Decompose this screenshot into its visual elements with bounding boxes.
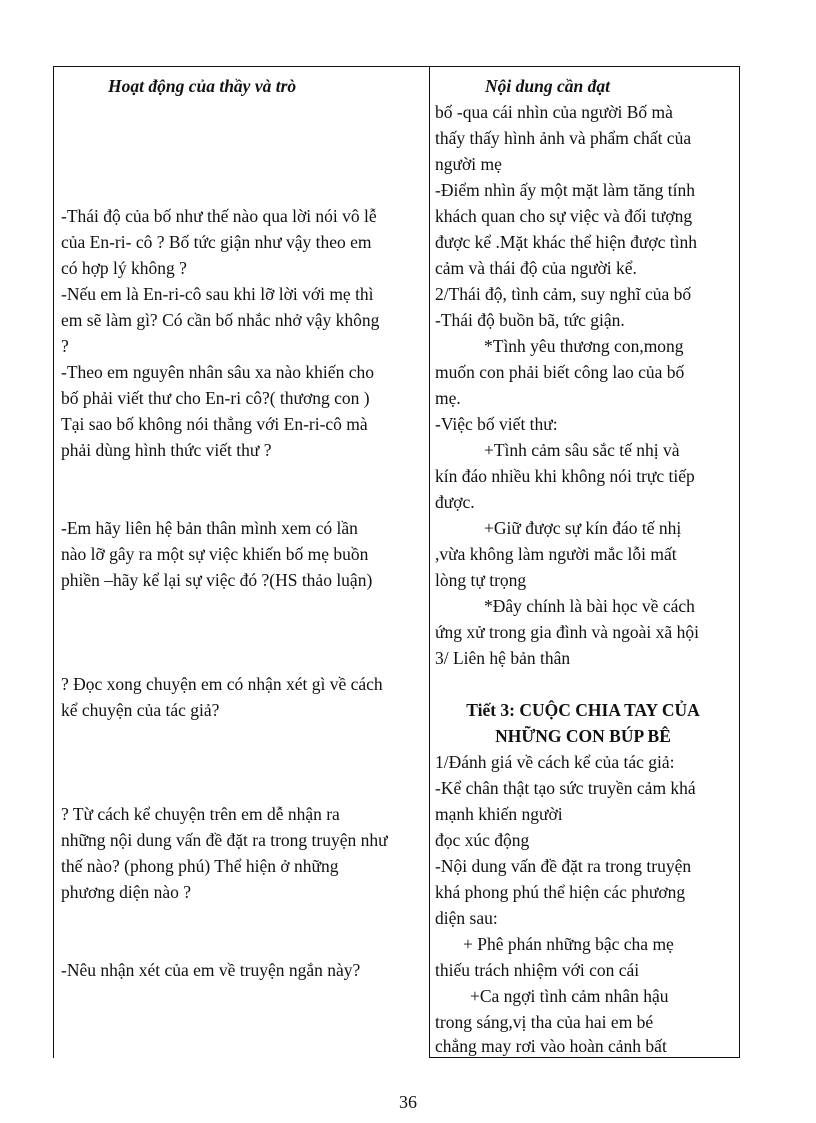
left-line: nào lỡ gây ra một sự việc khiến bố mẹ buồn xyxy=(61,544,369,564)
right-line: bố -qua cái nhìn của người Bố mà xyxy=(435,102,673,122)
section-title: NHỮNG CON BÚP BÊ xyxy=(495,726,671,746)
left-line: của En-ri- cô ? Bố tức giận như vậy theo em xyxy=(61,232,372,252)
right-line: 3/ Liên hệ bản thân xyxy=(435,648,571,668)
right-column-header: Nội dung cần đạt xyxy=(485,76,610,96)
table-right-border xyxy=(739,66,740,1058)
left-line: những nội dung vấn đề đặt ra trong truyện như xyxy=(61,830,388,850)
left-line: ? Đọc xong chuyện em có nhận xét gì về cách xyxy=(61,674,383,694)
left-line: phiền –hãy kể lại sự việc đó ?(HS thảo luận) xyxy=(61,570,373,590)
table-column-divider xyxy=(429,66,430,1058)
table-left-border xyxy=(53,66,54,1058)
right-line: +Ca ngợi tình cảm nhân hậu xyxy=(470,986,669,1006)
right-line: -Thái độ buồn bã, tức giận. xyxy=(435,310,625,330)
right-line: ,vừa không làm người mắc lỗi mất xyxy=(435,544,677,564)
right-line: +Giữ được sự kín đáo tế nhị xyxy=(484,518,682,538)
table-top-border xyxy=(53,66,740,67)
left-line: phương diện nào ? xyxy=(61,882,192,902)
left-line: kể chuyện của tác giả? xyxy=(61,700,220,720)
right-line: khách quan cho sự việc và đối tượng xyxy=(435,206,693,226)
left-line: -Theo em nguyên nhân sâu xa nào khiến cho xyxy=(61,362,374,382)
right-line: khá phong phú thể hiện các phương xyxy=(435,882,686,902)
left-line: Tại sao bố không nói thẳng với En-ri-cô mà xyxy=(61,414,368,434)
left-line: phải dùng hình thức viết thư ? xyxy=(61,440,272,460)
section-title: Tiết 3: CUỘC CHIA TAY CỦA xyxy=(466,700,700,720)
right-line: + Phê phán những bậc cha mẹ xyxy=(463,934,674,954)
right-line: lòng tự trọng xyxy=(435,570,527,590)
right-line: mạnh khiến người xyxy=(435,804,563,824)
right-line: muốn con phải biết công lao của bố xyxy=(435,362,685,382)
right-line: trong sáng,vị tha của hai em bé xyxy=(435,1012,654,1032)
left-line: thế nào? (phong phú) Thể hiện ở những xyxy=(61,856,339,876)
right-line: *Tình yêu thương con,mong xyxy=(484,336,684,356)
right-line: -Kể chân thật tạo sức truyền cảm khá xyxy=(435,778,696,798)
left-line: bố phải viết thư cho En-ri cô?( thương con ) xyxy=(61,388,370,408)
page-number: 36 xyxy=(399,1092,417,1112)
right-line: thiếu trách nhiệm với con cái xyxy=(435,960,640,980)
right-line: -Điểm nhìn ấy một mặt làm tăng tính xyxy=(435,180,696,200)
right-line: -Việc bố viết thư: xyxy=(435,414,558,434)
right-line: chẳng may rơi vào hoàn cảnh bất xyxy=(435,1036,667,1056)
right-line: 1/Đánh giá về cách kể của tác giả: xyxy=(435,752,675,772)
left-line: ? Từ cách kể chuyện trên em dễ nhận ra xyxy=(61,804,340,824)
right-line: diện sau: xyxy=(435,908,498,928)
right-line: đọc xúc động xyxy=(435,830,530,850)
left-line: -Nếu em là En-ri-cô sau khi lỡ lời với mẹ thì xyxy=(61,284,374,304)
right-line: mẹ. xyxy=(435,388,461,408)
right-line: ứng xử trong gia đình và ngoài xã hội xyxy=(435,622,699,642)
right-line: *Đây chính là bài học về cách xyxy=(484,596,695,616)
left-line: -Em hãy liên hệ bản thân mình xem có lần xyxy=(61,518,358,538)
right-line: -Nội dung vấn đề đặt ra trong truyện xyxy=(435,856,692,876)
right-line: người mẹ xyxy=(435,154,502,174)
right-line: cảm và thái độ của người kể. xyxy=(435,258,637,278)
left-line: có hợp lý không ? xyxy=(61,258,187,278)
left-line: ? xyxy=(61,336,69,356)
left-line: em sẽ làm gì? Có cần bố nhắc nhở vậy không xyxy=(61,310,380,330)
left-column-header: Hoạt động của thầy và trò xyxy=(108,76,297,96)
right-line: +Tình cảm sâu sắc tế nhị và xyxy=(484,440,680,460)
right-line: thấy thấy hình ảnh và phẩm chất của xyxy=(435,128,692,148)
right-line: được. xyxy=(435,492,475,512)
left-line: -Nêu nhận xét của em về truyện ngắn này? xyxy=(61,960,361,980)
right-line: kín đáo nhiều khi không nói trực tiếp xyxy=(435,466,695,486)
left-line: -Thái độ của bố như thế nào qua lời nói vô lễ xyxy=(61,206,377,226)
right-line: 2/Thái độ, tình cảm, suy nghĩ của bố xyxy=(435,284,692,304)
right-line: được kể .Mặt khác thể hiện được tình xyxy=(435,232,697,252)
